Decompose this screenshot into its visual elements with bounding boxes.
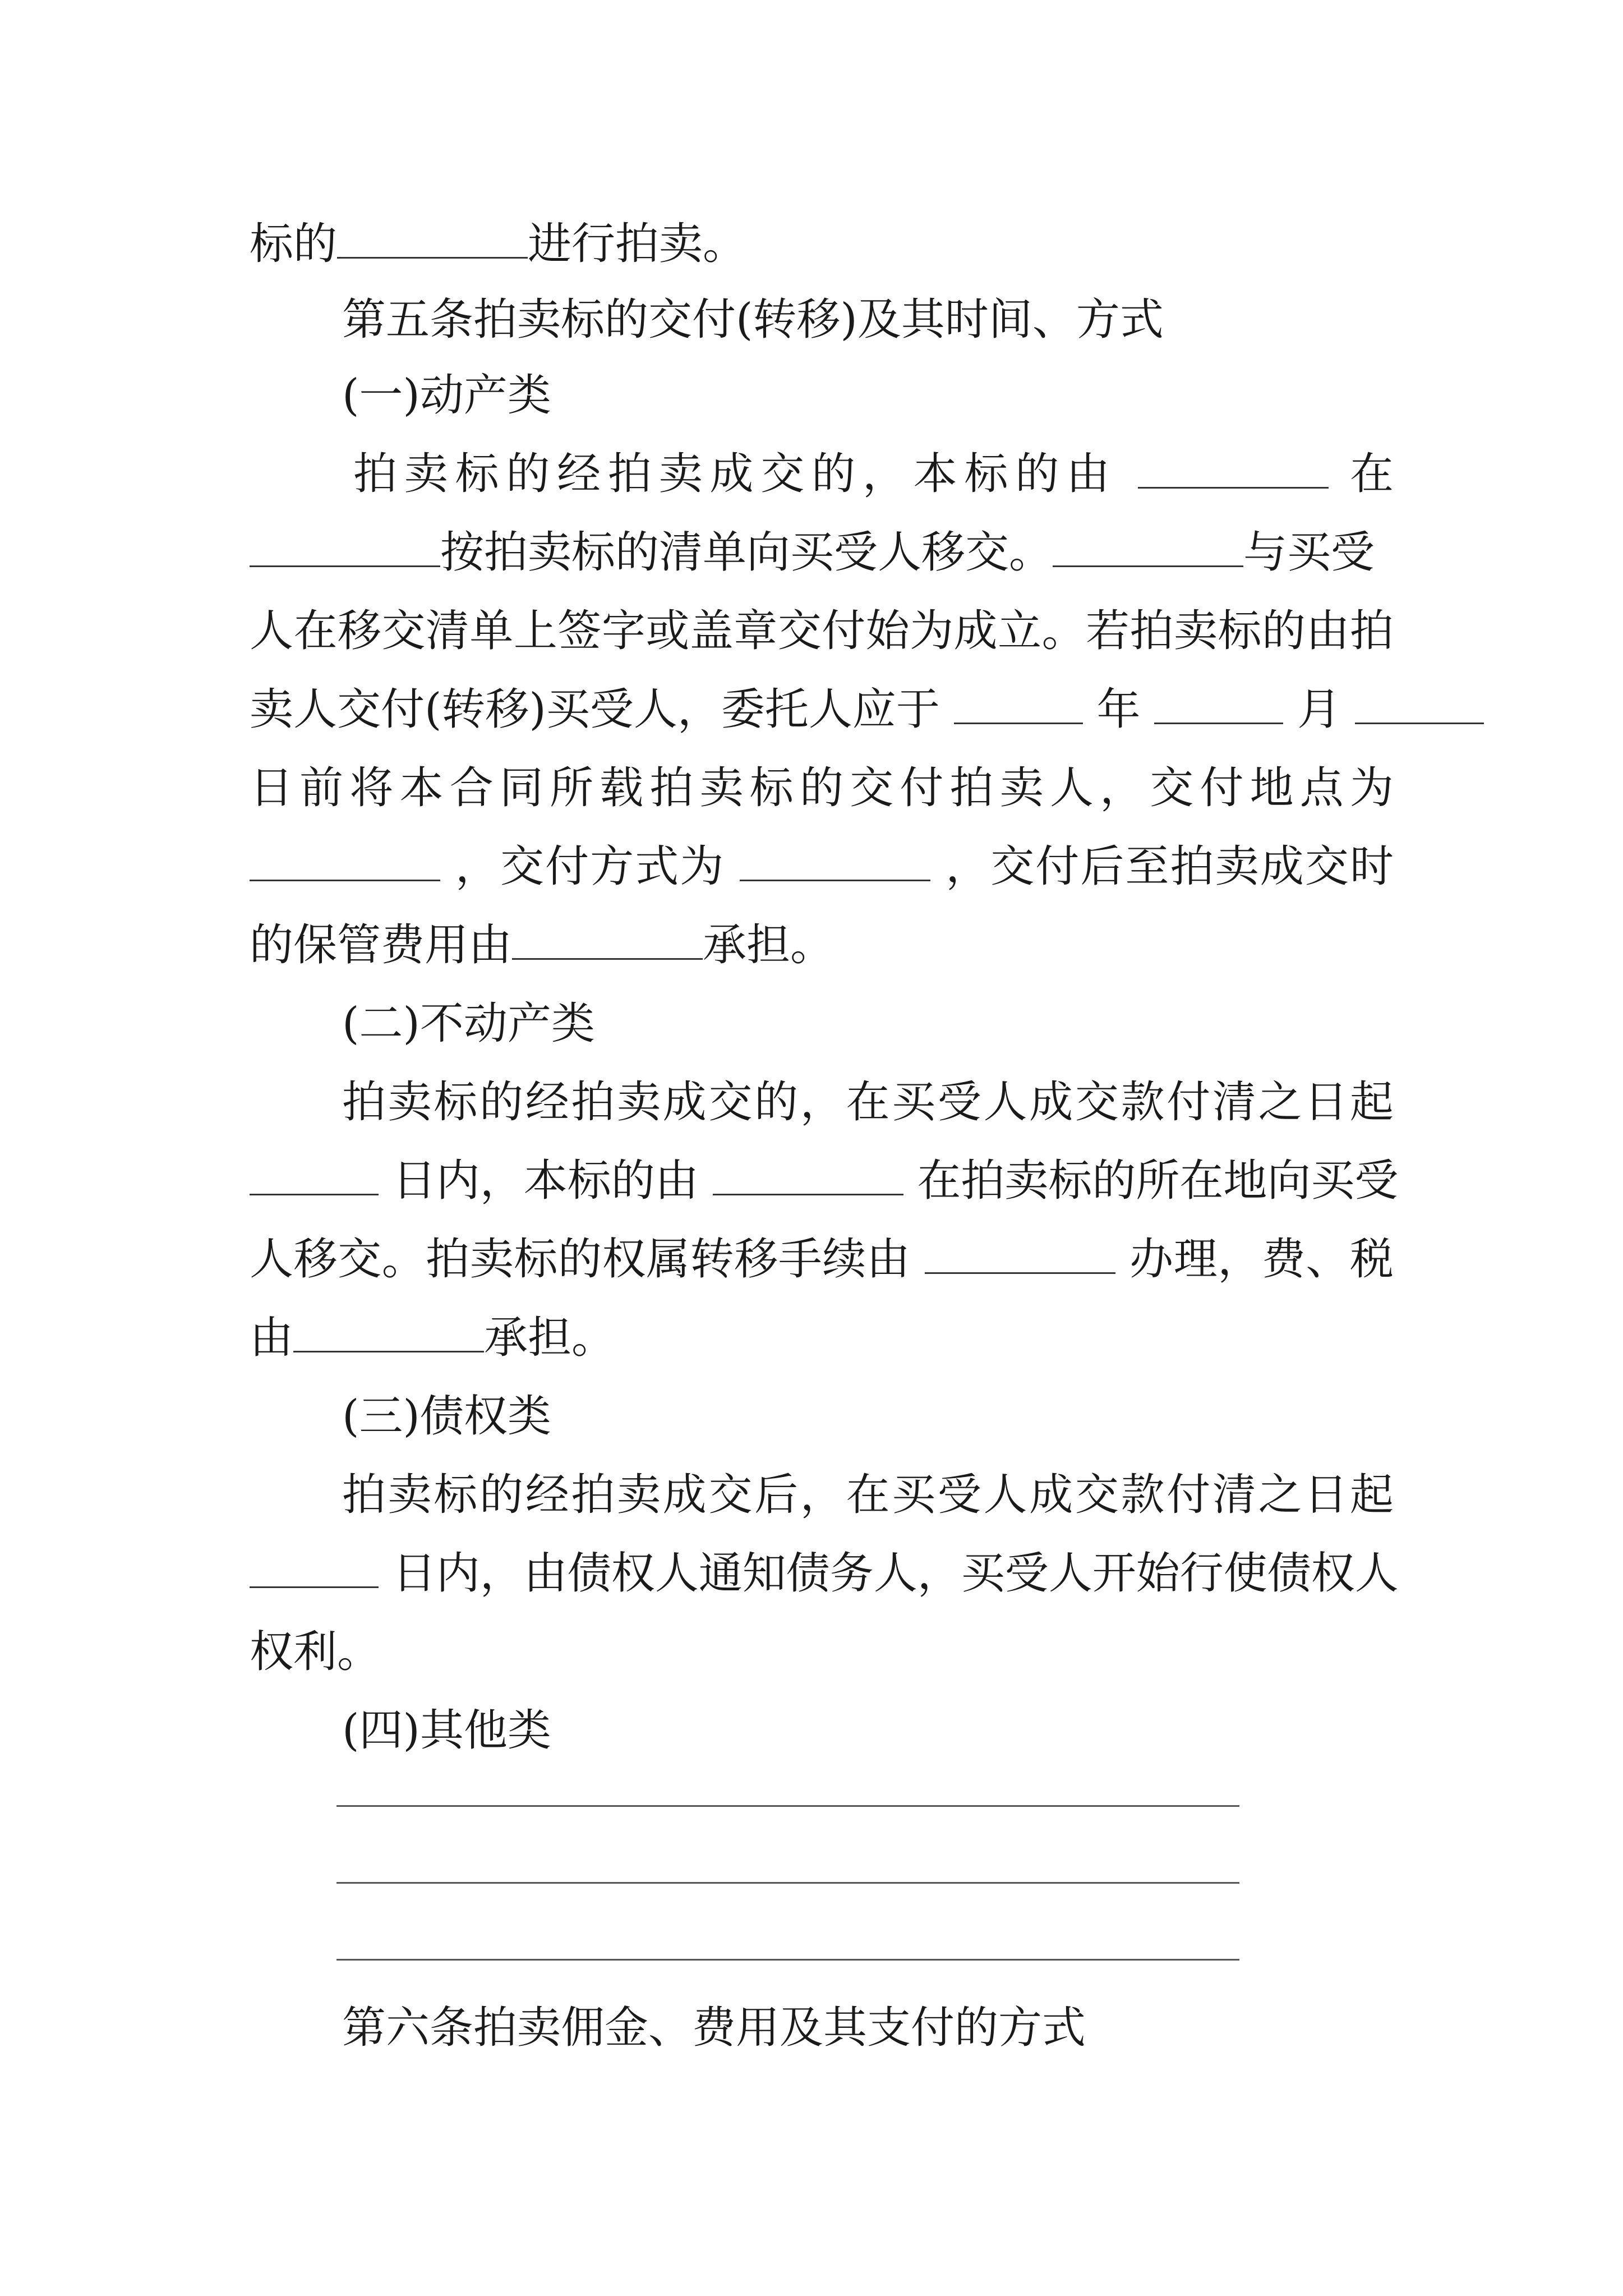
text: 承担。 [484, 1313, 616, 1363]
text-line [250, 603, 1394, 659]
blank-field [337, 221, 528, 259]
section-heading-other [342, 1703, 1486, 1759]
blank-field [1138, 451, 1329, 489]
blank-field [954, 687, 1083, 724]
text: 卖人交付(转移)买受人，委托人应于 [250, 684, 940, 735]
text: ，交付方式为 [455, 841, 725, 892]
text-line [250, 1624, 1394, 1680]
section-heading-real-estate [342, 996, 1486, 1052]
text-line [250, 1153, 1399, 1209]
text: 人在移交清单上签字或盖章交付始为成立。若拍卖标的由拍 [250, 606, 1394, 656]
text: 与买受 [1243, 527, 1375, 578]
blank-field [1053, 530, 1243, 567]
blank-field [925, 1236, 1115, 1274]
text: (三)债权类 [342, 1391, 551, 1442]
text: 拍卖标的经拍卖成交的，在买受人成交款付清之日起 [342, 1077, 1394, 1128]
text: (一)动产类 [342, 370, 551, 421]
blank-field [250, 530, 440, 567]
blank-field [740, 844, 930, 881]
section-heading-claims [342, 1388, 1486, 1444]
text: 日前将本合同所载拍卖标的交付拍卖人，交付地点为 [250, 763, 1394, 813]
blank-line [336, 1805, 1239, 1807]
text: 日内，本标的由 [392, 1156, 699, 1206]
text: 办理，费、税 [1129, 1234, 1394, 1285]
text-line [250, 1310, 1394, 1366]
text: 第五条拍卖标的交付(转移)及其时间、方式 [342, 295, 1164, 345]
article-six-heading [342, 2000, 1486, 2056]
text: 承担。 [703, 920, 834, 970]
text: 按拍卖标的清单向买受人移交。 [440, 527, 1053, 578]
text: 第六条拍卖佣金、费用及其支付的方式 [342, 2003, 1086, 2053]
text-line [353, 446, 1394, 502]
text: 人移交。拍卖标的权属转移手续由 [250, 1234, 911, 1285]
text-line [250, 524, 1394, 581]
text-line [250, 216, 1394, 272]
text: 月 [1297, 684, 1341, 735]
blank-line [336, 1882, 1239, 1884]
blank-line [336, 1959, 1239, 1961]
text: 的保管费用由 [250, 920, 513, 970]
blank-field [250, 844, 440, 881]
text-line [250, 917, 1394, 973]
text: ，交付后至拍卖成交时 [946, 841, 1394, 892]
text-line [250, 839, 1394, 895]
text-line [250, 1231, 1394, 1287]
text: (二)不动产类 [342, 999, 595, 1049]
text: 权利。 [250, 1627, 381, 1677]
text-line [342, 1074, 1394, 1130]
text: 日内，由债权人通知债务人，买受人开始行使债权人 [392, 1548, 1399, 1599]
blank-field [250, 1158, 379, 1195]
text: 年 [1096, 684, 1141, 735]
text: 在 [1350, 449, 1394, 499]
text-line [250, 1545, 1399, 1602]
blank-field [713, 1158, 903, 1195]
blank-field [293, 1315, 484, 1352]
article-five-heading [342, 292, 1486, 348]
blank-field [1154, 687, 1283, 724]
text: 拍卖标的经拍卖成交后，在买受人成交款付清之日起 [342, 1470, 1394, 1520]
text: 标的 [250, 219, 338, 269]
text: (四)其他类 [342, 1705, 551, 1756]
blank-field [250, 1550, 379, 1588]
text: 由 [250, 1313, 294, 1363]
text: 拍卖标的经拍卖成交的，本标的由 [353, 449, 1117, 499]
blank-field [1355, 687, 1484, 724]
section-heading-movable [342, 367, 1486, 424]
blank-field [512, 922, 703, 960]
text-line [342, 1467, 1394, 1523]
text-line [250, 760, 1394, 816]
text-line [250, 682, 1394, 738]
text: 进行拍卖。 [528, 219, 747, 269]
text: 在拍卖标的所在地向买受 [917, 1156, 1399, 1206]
